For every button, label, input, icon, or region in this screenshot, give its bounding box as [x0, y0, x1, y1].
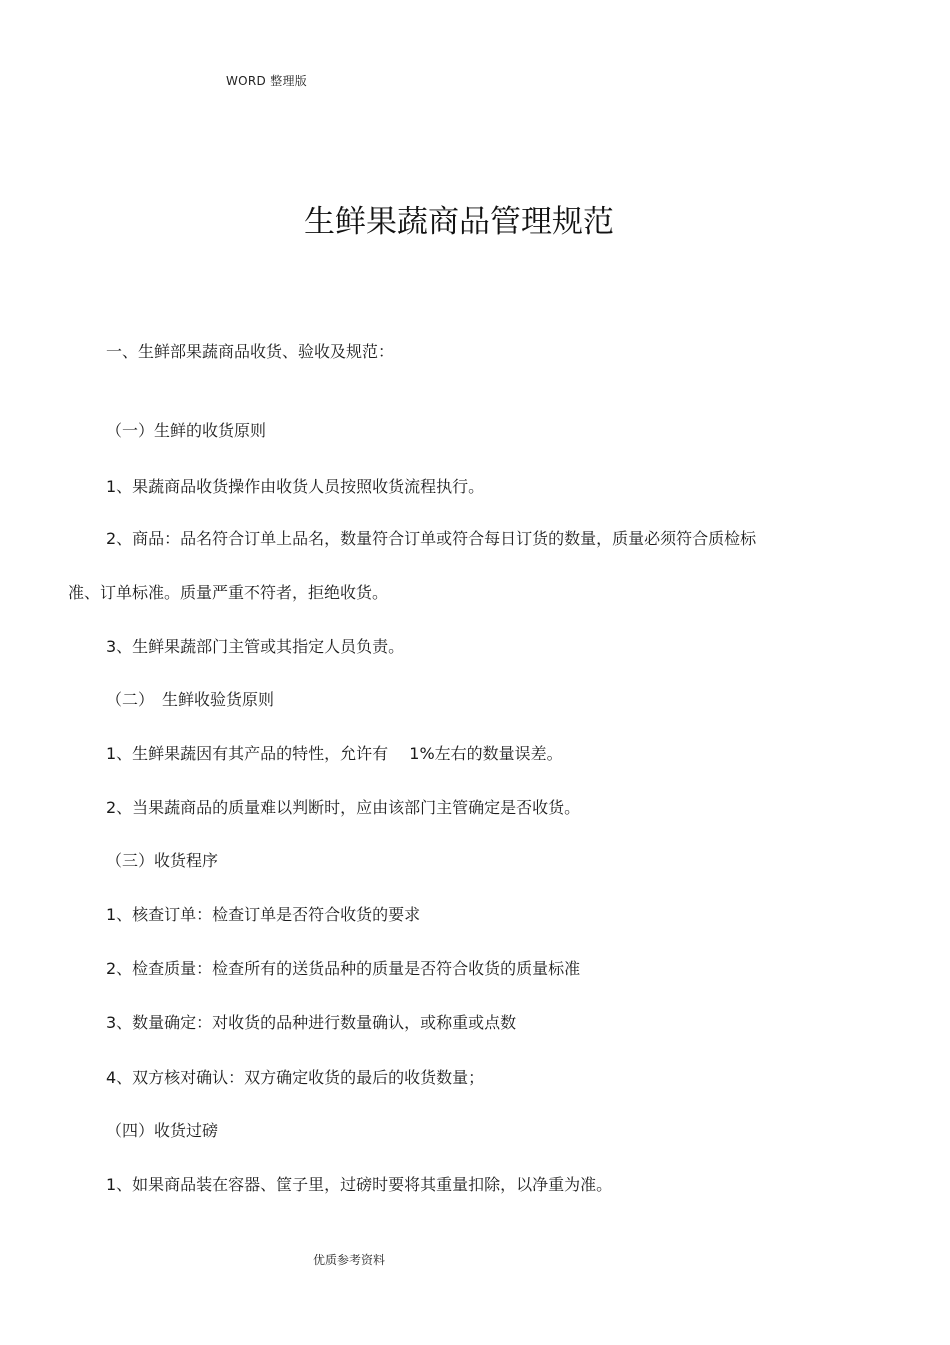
paragraph: 3、数量确定：对收货的品种进行数量确认，或称重或点数	[106, 1013, 517, 1032]
section-heading-1: 一、生鲜部果蔬商品收货、验收及规范：	[106, 342, 395, 361]
paragraph: 2、检查质量：检查所有的送货品种的质量是否符合收货的质量标准	[106, 959, 581, 978]
subsection-heading-2: （二） 生鲜收验货原则	[106, 690, 275, 709]
paragraph: 2、商品：品名符合订单上品名，数量符合订单或符合每日订货的数量，质量必须符合质检标	[106, 529, 757, 548]
paragraph: 1、如果商品装在容器、筐子里，过磅时要将其重量扣除，以净重为准。	[106, 1175, 613, 1194]
paragraph: 3、生鲜果蔬部门主管或其指定人员负责。	[106, 637, 405, 656]
paragraph: 1、果蔬商品收货操作由收货人员按照收货流程执行。	[106, 477, 485, 496]
subsection-heading-1: （一）生鲜的收货原则	[106, 421, 267, 440]
document-title: 生鲜果蔬商品管理规范	[304, 204, 614, 240]
paragraph: 1、生鲜果蔬因有其产品的特性，允许有 1%左右的数量误差。	[106, 744, 563, 763]
paragraph: 2、当果蔬商品的质量难以判断时，应由该部门主管确定是否收货。	[106, 798, 581, 817]
paragraph-continuation: 准、订单标准。质量严重不符者，拒绝收货。	[68, 583, 389, 602]
page-footer: 优质参考资料	[313, 1253, 386, 1267]
subsection-heading-4: （四）收货过磅	[106, 1121, 219, 1140]
page-header: WORD 整理版	[226, 74, 308, 88]
subsection-heading-3: （三）收货程序	[106, 851, 219, 870]
paragraph: 1、核查订单：检查订单是否符合收货的要求	[106, 905, 421, 924]
paragraph: 4、双方核对确认：双方确定收货的最后的收货数量；	[106, 1068, 485, 1087]
